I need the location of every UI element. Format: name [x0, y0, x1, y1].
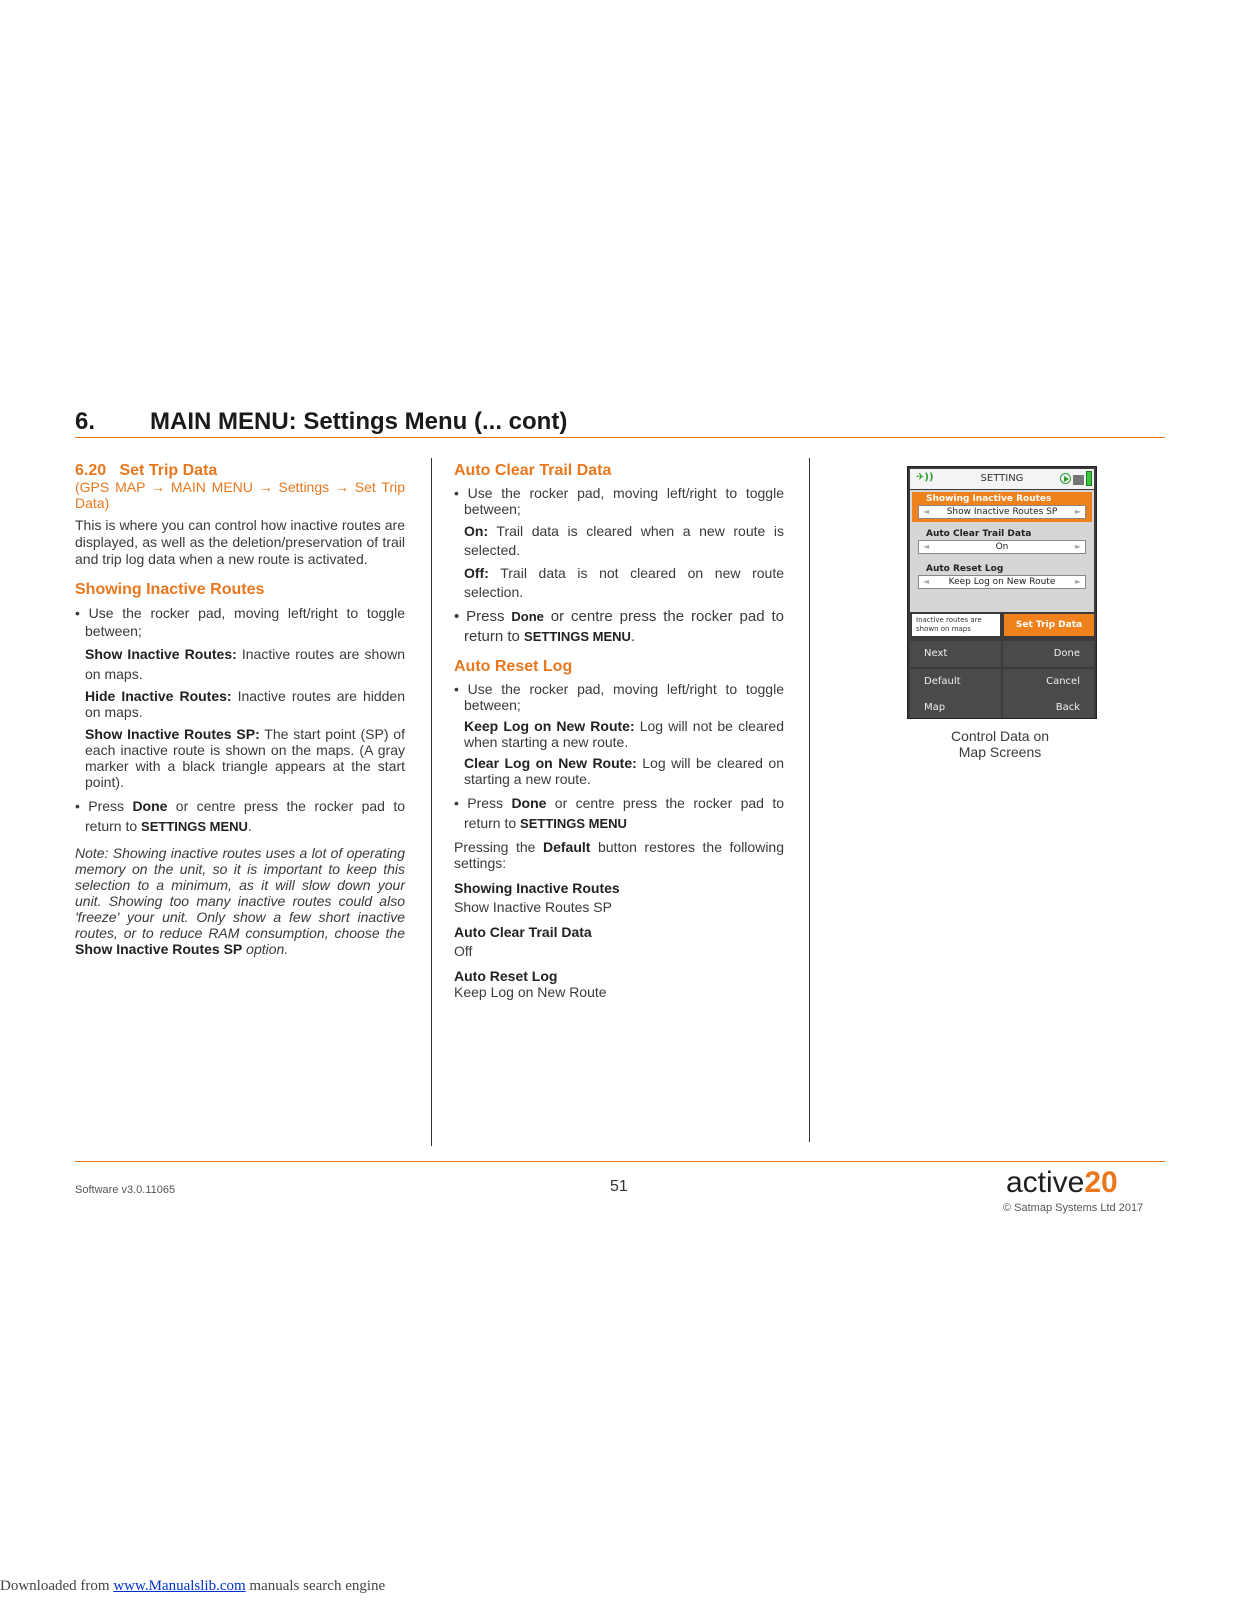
default-2-value: Off [454, 943, 473, 959]
download-prefix: Downloaded from [0, 1578, 114, 1594]
device-setting-auto-clear[interactable] [912, 527, 1092, 557]
option-show: Show Inactive Routes: Inactive routes are shown on maps. [85, 646, 405, 682]
left-arrow-icon: ◄ [923, 542, 930, 551]
page-number: 51 [610, 1178, 628, 1195]
clear-bullet-toggle: • Use the rocker pad, moving left/right to toggle between; [454, 485, 784, 517]
clear-option-off: Off: Trail data is not cleared on new route selection. [464, 565, 784, 600]
device-setting-value: On [995, 542, 1009, 552]
column-divider-1 [431, 458, 432, 1146]
default-3-value: Keep Log on New Route [454, 984, 607, 1000]
right-arrow-icon: ► [1074, 507, 1081, 516]
battery-icon [1086, 471, 1092, 486]
bullet-toggle: • Use the rocker pad, moving left/right to toggle between; [75, 605, 405, 639]
subheading-auto-clear: Auto Clear Trail Data [454, 462, 612, 479]
device-info-bar [910, 612, 1094, 638]
device-setting-selector[interactable] [918, 575, 1086, 589]
reset-bullet-press: • Press Done or centre press the rocker pad to return to SETTINGS MENU [454, 795, 785, 831]
device-setting-label: Showing Inactive Routes [926, 494, 1052, 504]
device-setting-auto-reset[interactable] [912, 562, 1092, 592]
device-info-note: Inactive routes are shown on maps [912, 614, 1000, 636]
map-icon [1073, 475, 1084, 485]
section-heading: 6.20 Set Trip Data [75, 462, 218, 479]
left-arrow-icon: ◄ [923, 507, 930, 516]
gps-signal-icon: ✈)) [916, 472, 934, 483]
device-setting-value: Show Inactive Routes SP [946, 507, 1058, 517]
device-screen-title: SETTING [980, 473, 1024, 484]
clear-option-on: On: Trail data is cleared when a new route is selected. [464, 523, 784, 558]
device-settings-body [910, 490, 1094, 624]
device-done-button[interactable]: Done [1003, 641, 1094, 667]
right-arrow-icon: ► [1074, 577, 1081, 586]
bullet-press-done: • Press Done or centre press the rocker pad to return to SETTINGS MENU. [75, 798, 406, 834]
device-setting-label: Auto Reset Log [926, 564, 1004, 574]
column-2 [454, 463, 784, 1000]
device-setting-label: Auto Clear Trail Data [926, 529, 1032, 539]
subheading-showing-inactive: Showing Inactive Routes [75, 581, 265, 598]
device-status-bar [910, 469, 1094, 489]
option-sp: Show Inactive Routes SP: The start point (SP) of each inactive route is shown on the maps. (A gray marker with a black triangle appears at the start point). [85, 726, 405, 790]
reset-bullet-toggle: • Use the rocker pad, moving left/right to toggle between; [454, 681, 784, 713]
device-map-button[interactable]: Map [910, 695, 1001, 719]
column-divider-2 [809, 458, 810, 1142]
subheading-auto-reset: Auto Reset Log [454, 658, 573, 675]
device-back-button[interactable]: Back [1003, 695, 1094, 719]
figure-caption [905, 728, 1095, 760]
default-3-label: Auto Reset Log [454, 968, 558, 984]
header-rule [75, 437, 1165, 438]
intro-paragraph: This is where you can control how inactive routes are displayed, as well as the deletion/preservation of trail and trip log data when a new route is activated. [75, 517, 405, 567]
menu-path: (GPS MAP → MAIN MENU → Settings → Set Trip Data) [75, 479, 405, 511]
manualslib-link[interactable]: www.Manualslib.com [113, 1578, 246, 1594]
play-icon [1060, 473, 1071, 484]
caption-line-2: Map Screens [958, 744, 1042, 760]
download-suffix: manuals search engine [245, 1578, 386, 1594]
device-setting-selector[interactable] [918, 540, 1086, 554]
device-setting-showing-inactive[interactable] [912, 492, 1092, 522]
brand-logo: active20 [1006, 1166, 1118, 1199]
clear-bullet-press: • Press Done or centre press the rocker pad to return to SETTINGS MENU. [454, 608, 784, 645]
chapter-number: 6. [75, 408, 96, 435]
device-default-button[interactable]: Default [910, 669, 1001, 695]
reset-option-keep: Keep Log on New Route: Log will not be cleared when starting a new route. [464, 718, 784, 750]
right-arrow-icon: ► [1074, 542, 1081, 551]
device-tab-set-trip-data[interactable]: Set Trip Data [1004, 614, 1094, 636]
default-1-label: Showing Inactive Routes [454, 880, 620, 896]
default-1-value: Show Inactive Routes SP [454, 899, 612, 915]
page-title: MAIN MENU: Settings Menu (... cont) [150, 408, 568, 435]
software-version: Software v3.0.11065 [75, 1184, 176, 1196]
device-next-button[interactable]: Next [910, 641, 1001, 667]
default-paragraph: Pressing the Default button restores the following settings: [454, 839, 784, 871]
download-note [0, 1578, 385, 1595]
note-paragraph: Note: Showing inactive routes uses a lot of operating memory on the unit, so it is important to keep this selection to a minimum, as it will slow down your unit. Showing too many inactive routes could also 'freeze' your unit. Only show a few short inactive routes, or to reduce RAM consumption, choose the Show Inactive Routes SP option. [75, 845, 405, 957]
left-arrow-icon: ◄ [923, 577, 930, 586]
footer-rule [75, 1161, 1165, 1162]
reset-option-clear: Clear Log on New Route: Log will be cleared on starting a new route. [464, 755, 784, 787]
device-cancel-button[interactable]: Cancel [1003, 669, 1094, 695]
device-setting-value: Keep Log on New Route [948, 577, 1056, 587]
default-2-label: Auto Clear Trail Data [454, 924, 592, 940]
device-screenshot [907, 466, 1097, 719]
copyright: © Satmap Systems Ltd 2017 [1003, 1202, 1144, 1214]
device-setting-selector[interactable] [918, 505, 1086, 519]
caption-line-1: Control Data on [950, 728, 1050, 744]
column-1 [75, 463, 405, 957]
option-hide: Hide Inactive Routes: Inactive routes are hidden on maps. [85, 688, 405, 720]
